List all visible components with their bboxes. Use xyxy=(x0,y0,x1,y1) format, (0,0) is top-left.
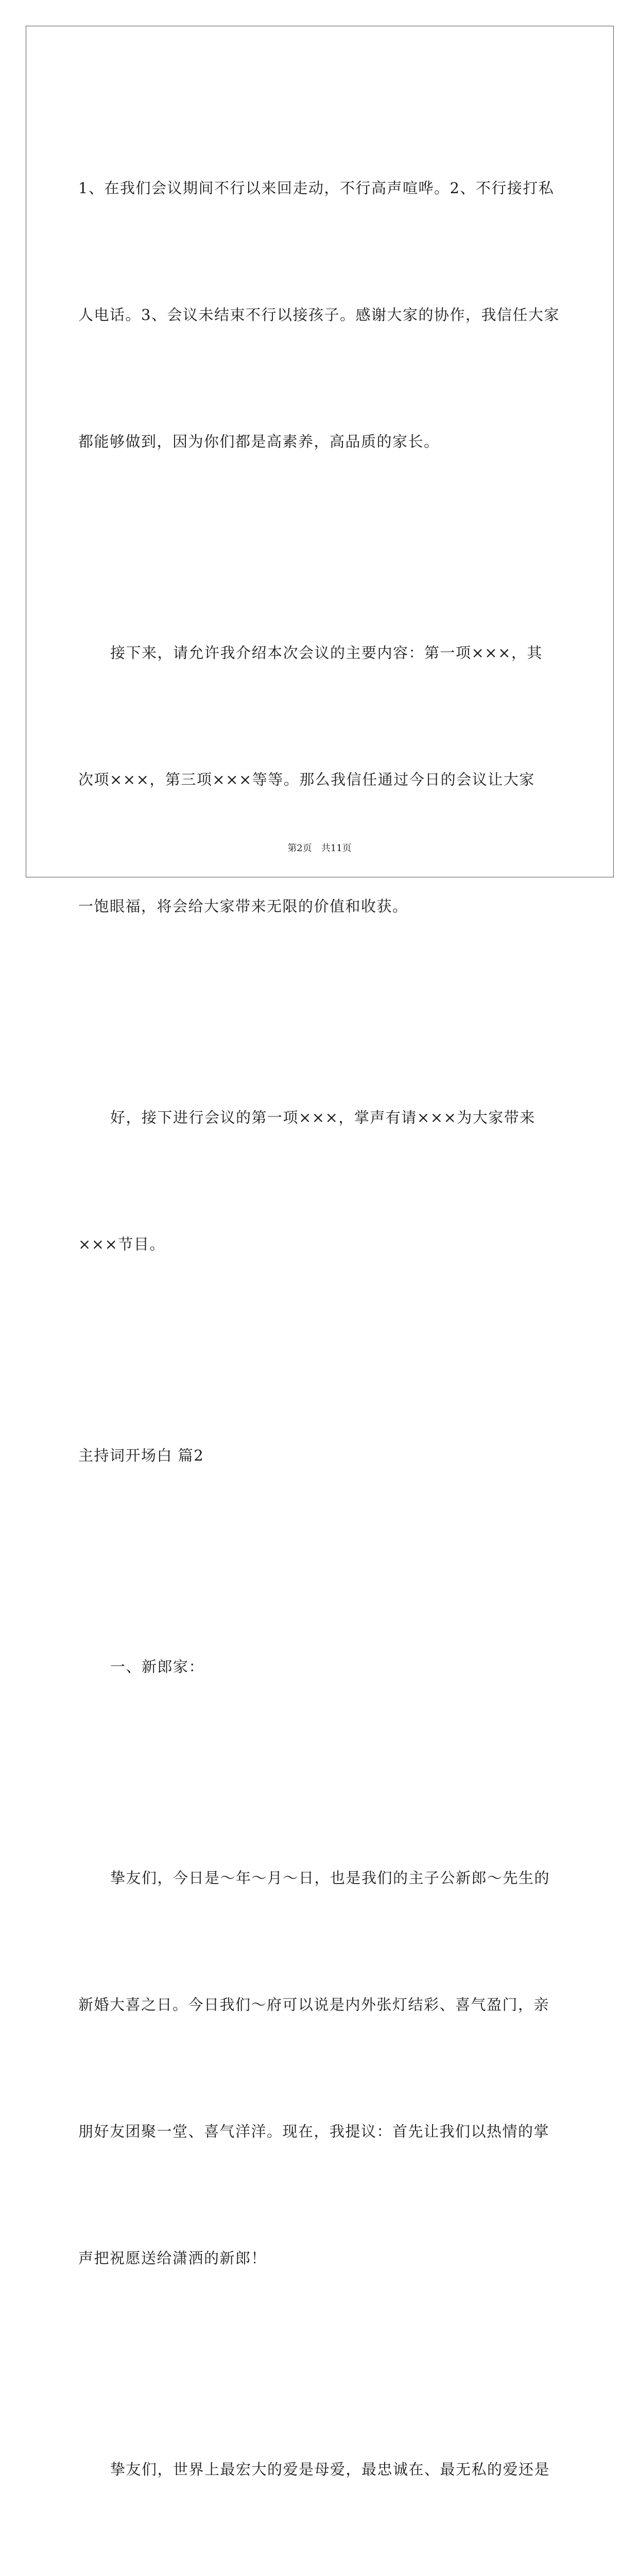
text-line: 新婚大喜之日。今日我们～府可以说是内外张灯结彩、喜气盈门，亲 xyxy=(78,1996,550,2013)
page-footer xyxy=(0,841,639,854)
text-line: 一饱眼福，将会给大家带来无限的价值和收获。 xyxy=(78,897,408,915)
text-line: 1、在我们会议期间不行以来回走动，不行高声喧哗。2、不行接打私 xyxy=(78,179,555,197)
subheading-text: 一、新郎家： xyxy=(110,1658,205,1675)
page-total: 共11页 xyxy=(321,843,352,854)
text-line: 挚友们，世界上最宏大的爱是母爱，最忠诚在、最无私的爱还是 xyxy=(110,2461,550,2478)
text-line: 声把祝愿送给潇洒的新郎！ xyxy=(78,2249,267,2267)
heading-text: 主持词开场白 篇2 xyxy=(78,1447,204,1464)
text-line: 接下来，请允许我介绍本次会议的主要内容：第一项×××，其 xyxy=(110,644,543,662)
paragraph-2 xyxy=(78,547,562,1012)
paragraph-5 xyxy=(78,2364,562,2576)
paragraph-4 xyxy=(78,1772,562,2364)
paragraph-1 xyxy=(78,82,562,547)
text-line: ×××节目。 xyxy=(78,1235,165,1253)
text-line: 都能够做到，因为你们都是高素养，高品质的家长。 xyxy=(78,433,440,450)
text-line: 朋好友团聚一堂、喜气洋洋。现在，我提议：首先让我们以热情的掌 xyxy=(78,2123,550,2140)
paragraph-3 xyxy=(78,1012,562,1350)
subsection-heading xyxy=(78,1561,562,1772)
text-line: 人电话。3、会议未结束不行以接孩子。感谢大家的协作，我信任大家 xyxy=(78,306,560,324)
text-line: 挚友们，今日是～年～月～日，也是我们的主子公新郎～先生的 xyxy=(110,1869,550,1887)
page-number: 第2页 xyxy=(287,843,312,854)
document-body xyxy=(78,82,562,2576)
text-line: 次项×××，第三项×××等等。那么我信任通过今日的会议让大家 xyxy=(78,771,535,788)
section-heading xyxy=(78,1350,562,1561)
text-line: 好，接下进行会议的第一项×××，掌声有请×××为大家带来 xyxy=(110,1109,536,1126)
